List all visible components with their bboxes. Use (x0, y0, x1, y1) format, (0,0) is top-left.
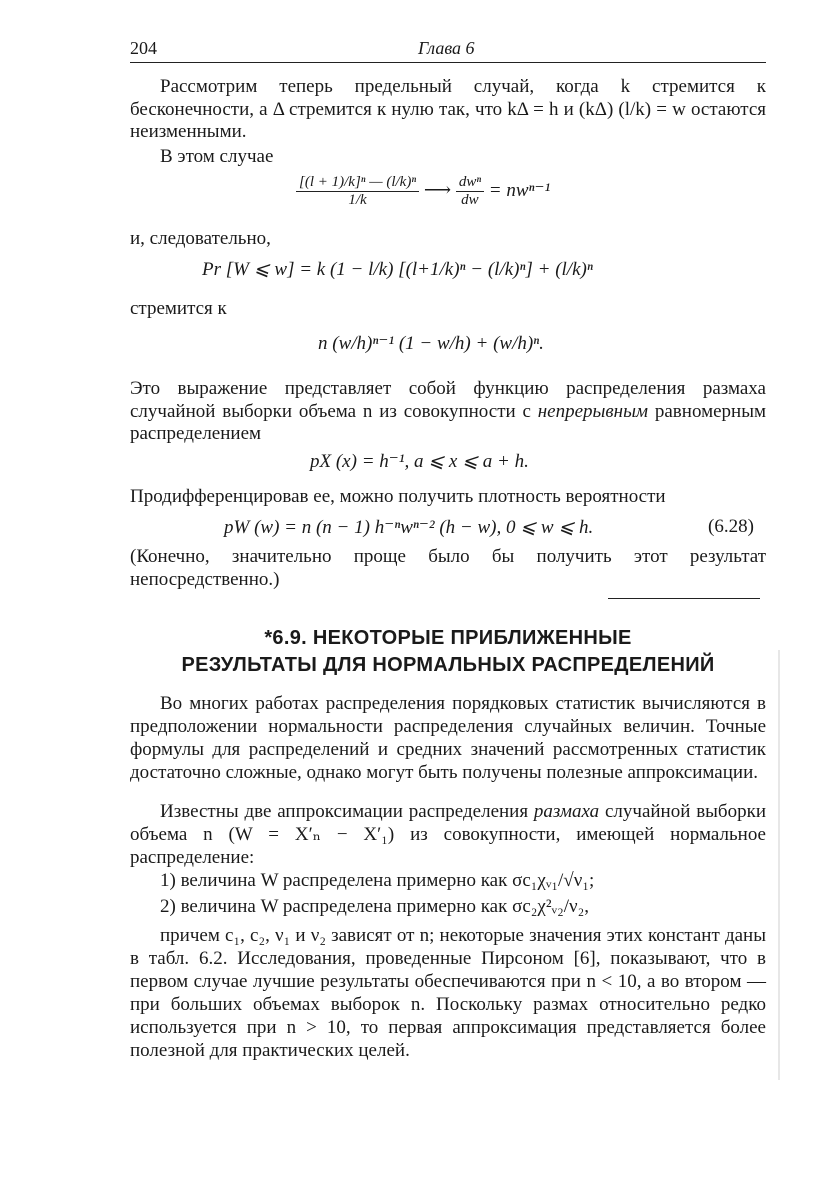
equation-uniform-density: pX (x) = h⁻¹, a ⩽ x ⩽ a + h. (310, 451, 529, 472)
paragraph-limit-case: Рассмотрим теперь предельный случай, когда k стремится к бесконечности, а Δ стремится к нулю так, что kΔ = h и (kΔ) (l/k) = w остаются неизменными. (130, 76, 766, 142)
scan-margin-noise (778, 650, 780, 1080)
p9-italic-range: размаха (533, 801, 600, 822)
equation-limit-distribution: n (w/h)ⁿ⁻¹ (1 − w/h) + (w/h)ⁿ. (318, 333, 544, 354)
equation-number: (6.28) (708, 516, 754, 537)
header-rule (130, 62, 766, 63)
eq1-rhs: = nwⁿ⁻¹ (488, 179, 551, 201)
page-number: 204 (130, 38, 157, 58)
paragraph-differentiate: Продифференцировав ее, можно получить плотность вероятности (130, 486, 666, 507)
p9-text-c: случайной выборки объема n (W = X′ₙ − X′₁) из совокупности, имеющей нормальное распределение: (130, 801, 766, 868)
paragraph-normal-approximations: Во многих работах распределения порядковых статистик вычисляются в предположении нормальности распределения случайных величин. Точные формулы для распределений и средних значений рассмотренных статистик достаточно сложные, однако могут быть получены полезные аппроксимации. (130, 693, 766, 783)
paragraph-range-approximations (130, 800, 766, 869)
paragraph-in-this-case: В этом случае (160, 146, 274, 167)
section-heading-line1: *6.9. НЕКОТОРЫЕ ПРИБЛИЖЕННЫЕ (264, 627, 632, 649)
running-head-chapter: Глава 6 (418, 38, 475, 58)
eq1-dnum: dwⁿ (456, 174, 484, 192)
eq1-dden: dw (461, 192, 479, 208)
p9-text-a: Известны две аппроксимации распределения (160, 801, 534, 822)
equation-limit-derivative (296, 174, 550, 209)
list-item-approximation-2: 2) величина W распределена примерно как σc₂χ²ᵥ₂/ν₂, (160, 896, 589, 917)
eq1-denominator: 1/k (348, 192, 367, 208)
eq1-numerator: [(l + 1)/k]ⁿ — (l/k)ⁿ (296, 174, 419, 192)
equation-range-density: pW (w) = n (n − 1) h⁻ⁿwⁿ⁻² (h − w), 0 ⩽ w ⩽ h. (224, 517, 594, 538)
end-rule (608, 598, 760, 599)
paragraph-tends-to: стремится к (130, 298, 227, 319)
p5-text-c: равномерным распределением (130, 400, 766, 444)
p5-text-a: Это выражение представляет собой функцию распределения размаха случайной выборки объема n из совокупности с (130, 378, 766, 422)
p5-italic-continuous: непрерывным (537, 400, 649, 422)
eq1-arrow: ⟶ (423, 179, 452, 201)
equation-distribution-probability: Pr [W ⩽ w] = k (1 − l/k) [(l+1/k)ⁿ − (l/k)ⁿ] + (l/k)ⁿ (202, 259, 593, 280)
paragraph-range-distribution (130, 378, 766, 446)
paragraph-constants-pearson: причем c₁, c₂, ν₁ и ν₂ зависят от n; некоторые значения этих констант даны в табл. 6.2. Исследования, проведенные Пирсоном [6], показывают, что в первом случае лучшие результаты обеспечиваются при n < 10, а во втором — при больших объемах выборок n. Поскольку размах относительно редко используется при n > 10, то первая аппроксимация представляется более полезной для практических целей. (130, 925, 766, 1061)
list-item-approximation-1: 1) величина W распределена примерно как σc₁χᵥ₁/√ν₁; (160, 870, 595, 891)
paragraph-consequently: и, следовательно, (130, 228, 271, 249)
paragraph-of-course: (Конечно, значительно проще было бы получить этот результат непосредственно.) (130, 546, 766, 590)
section-heading-line2: РЕЗУЛЬТАТЫ ДЛЯ НОРМАЛЬНЫХ РАСПРЕДЕЛЕНИЙ (181, 654, 715, 676)
